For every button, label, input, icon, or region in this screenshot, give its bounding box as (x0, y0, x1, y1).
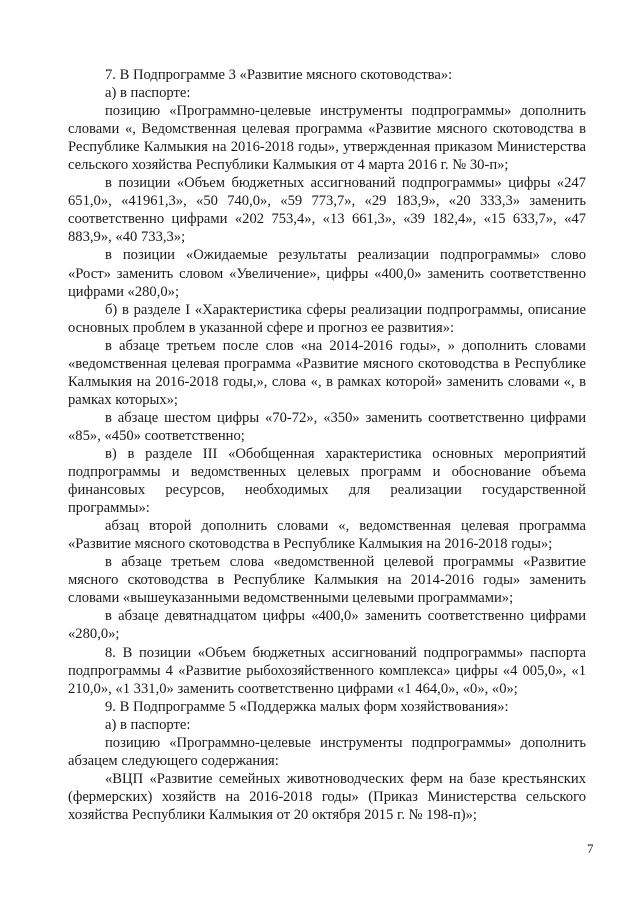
paragraph-budget-figures: в позиции «Объем бюджетных ассигнований подпрограммы» цифры «247 651,0», «41961,3», «50 740,0», «59 773,7», «29 183,9», «20 333,3» заменить соответственно цифрами «202 753,4», «13 661,3», «39 182,4», «15 633,7», «47 883,9», «40 733,3»; (68, 175, 586, 246)
paragraph-item-8: 8. В позиции «Объем бюджетных ассигнований подпрограммы» паспорта подпрограммы 4 «Развитие рыбохозяйственного комплекса» цифры «4 005,0», «1 210,0», «1 331,0» заменить соответственно цифрами «1 464,0», «0», «0»; (68, 644, 586, 697)
paragraph-second-abzac: абзац второй дополнить словами «, ведомственная целевая программа «Развитие мясного скотоводства в Республике Калмыкия на 2016-2018 годы»; (68, 518, 586, 553)
paragraph-subitem-b: б) в разделе I «Характеристика сферы реализации подпрограммы, описание основных проблем в указанной сфере и прогноз ее развития»: (68, 301, 586, 336)
paragraph-subitem-a: а) в паспорте: (105, 85, 191, 102)
paragraph-item-9-heading: 9. В Подпрограмме 5 «Поддержка малых форм хозяйствования»: (105, 698, 509, 715)
paragraph-item-7-heading: 7. В Подпрограмме 3 «Развитие мясного скотоводства»: (105, 67, 453, 83)
page-number: 7 (587, 841, 594, 856)
document-body (68, 66, 586, 824)
paragraph-subitem-v: в) в разделе III «Обобщенная характеристика основных мероприятий подпрограммы и ведомственных целевых программ и обоснование объема финансовых ресурсов, необходимых для реализации государственной программы»: (68, 445, 586, 517)
paragraph-program-tools: позицию «Программно-целевые инструменты подпрограммы» дополнить словами «, Ведомственная целевая программа «Развитие мясного скотоводства в Республике Калмыкия на 2016-2018 годы», утвержденная приказом Министерства сельского хозяйства Республики Калмыкия от 4 марта 2016 г. № 30-п»; (68, 103, 586, 174)
paragraph-third-abzac: в абзаце третьем после слов «на 2014-2016 годы», » дополнить словами «ведомственная целевая программа «Развитие мясного скотоводства в Республике Калмыкия на 2016-2018 годы,», слова «, в рамках которой» заменить словами «, в рамках которых»; (68, 337, 586, 408)
paragraph-nineteenth-abzac: в абзаце девятнадцатом цифры «400,0» заменить соответственно цифрами «280,0»; (68, 608, 586, 643)
paragraph-sixth-abzac: в абзаце шестом цифры «70-72», «350» заменить соответственно цифрами «85», «450» соответственно; (68, 409, 586, 444)
paragraph-vcp-quote: «ВЦП «Развитие семейных животноводческих ферм на базе крестьянских (фермерских) хозяйств на 2016-2018 годы» (Приказ Министерства сельского хозяйства Республики Калмыкия от 20 октября 2015 г. № 198-п)»; (68, 770, 586, 823)
paragraph-subitem-a-2: а) в паспорте: (105, 716, 191, 733)
paragraph-expected-results: в позиции «Ожидаемые результаты реализации подпрограммы» слово «Рост» заменить словом «Увеличение», цифры «400,0» заменить соответственно цифрами «280,0»; (68, 247, 586, 300)
paragraph-program-tools-2: позицию «Программно-целевые инструменты подпрограммы» дополнить абзацем следующего содержания: (68, 734, 586, 769)
paragraph-third-abzac-words: в абзаце третьем слова «ведомственной целевой программы «Развитие мясного скотоводства в Республике Калмыкия на 2014-2016 годы» заменить словами «вышеуказанными ведомственными целевыми программами»; (68, 554, 586, 607)
